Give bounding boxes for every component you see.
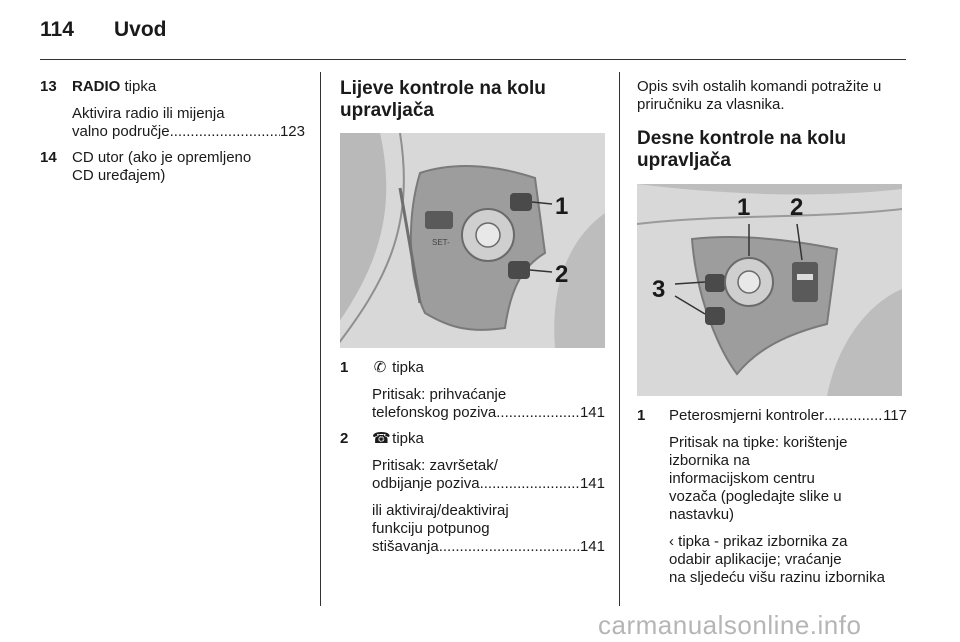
item-desc: na sljedeću višu razinu izbornika (669, 569, 885, 586)
section-heading: Desne kontrole na kolu upravljača (637, 128, 847, 171)
page-link[interactable]: 141 (579, 475, 605, 492)
item-number: 1 (340, 359, 349, 376)
item-label: tipka (392, 359, 424, 376)
item-desc: nastavku) (669, 506, 735, 523)
item-label: tipka (124, 78, 157, 95)
item-number: 13 (40, 78, 57, 95)
item-desc: Pritisak: prihvaćanje (372, 386, 507, 403)
column-divider-2 (619, 72, 620, 606)
item-desc: Aktivira radio ili mijenja (72, 105, 225, 122)
column-2 (340, 78, 605, 556)
page-reference[interactable]: Peterosmjerni kontroler ..... 117 (669, 407, 907, 425)
page-reference[interactable]: stišavanja ..... 141 (372, 538, 605, 556)
item-desc: Pritisak na tipke: korištenje (669, 434, 848, 451)
column-1 (40, 78, 305, 185)
callout-label: 1 (555, 193, 569, 220)
list-item (40, 78, 305, 141)
page-reference[interactable]: valno područje ..... 123 (72, 123, 305, 141)
section-heading: Lijeve kontrole na kolu upravljača (340, 78, 546, 121)
callout-label: 2 (555, 261, 569, 288)
item-number: 2 (340, 430, 349, 447)
page-title: Uvod (114, 18, 167, 41)
page-reference[interactable]: odbijanje poziva ..... 141 (372, 475, 605, 493)
item-desc: ili aktiviraj/deaktiviraj (372, 502, 509, 519)
item-number: 1 (637, 407, 646, 424)
watermark-logo: carmanualsonline.info (598, 610, 862, 640)
item-desc: Pritisak: završetak/ (372, 457, 498, 474)
intro-text: priručniku za vlasnika. (637, 96, 785, 113)
page-number: 114 (40, 18, 74, 41)
item-label: tipka (392, 430, 424, 447)
item-desc: vozača (pogledajte slike u (669, 488, 842, 505)
intro-text: Opis svih ostalih komandi potražite u (637, 78, 882, 95)
page-link[interactable]: 141 (579, 404, 605, 421)
callout-label: 3 (652, 276, 666, 303)
page-reference[interactable]: telefonskog poziva ..... 141 (372, 404, 605, 422)
header-divider (40, 59, 906, 60)
page-link[interactable]: 123 (279, 123, 305, 140)
phone-answer-icon: ✆ (373, 359, 387, 376)
callout-label: 1 (737, 194, 751, 221)
item-number: 14 (40, 149, 57, 166)
svg-text:SET-: SET- (432, 238, 450, 247)
list-item (637, 407, 907, 587)
item-desc: odabir aplikacije; vraćanje (669, 551, 842, 568)
list-item (340, 430, 605, 556)
item-desc: CD utor (ako je opremljeno (72, 149, 252, 166)
item-desc: CD uređajem) (72, 167, 166, 184)
page-header (40, 18, 906, 48)
list-item (340, 359, 605, 422)
column-3 (637, 78, 907, 587)
item-desc: izbornika na (669, 452, 750, 469)
chevron-left-icon: ‹ (669, 533, 674, 550)
column-divider-1 (320, 72, 321, 606)
callout-label: 2 (790, 194, 804, 221)
page-link[interactable]: 117 (883, 407, 907, 424)
list-item (40, 149, 305, 185)
item-name: RADIO (72, 78, 121, 95)
item-desc: informacijskom centru (669, 470, 815, 487)
item-desc: funkciju potpunog (372, 520, 490, 537)
page-link[interactable]: 141 (579, 538, 605, 555)
phone-hangup-icon: ☎ (372, 430, 391, 447)
item-desc: ‹ tipka - prikaz izbornika za (669, 533, 848, 550)
steering-wheel-left-image (340, 133, 605, 348)
steering-wheel-right-image (637, 184, 902, 396)
